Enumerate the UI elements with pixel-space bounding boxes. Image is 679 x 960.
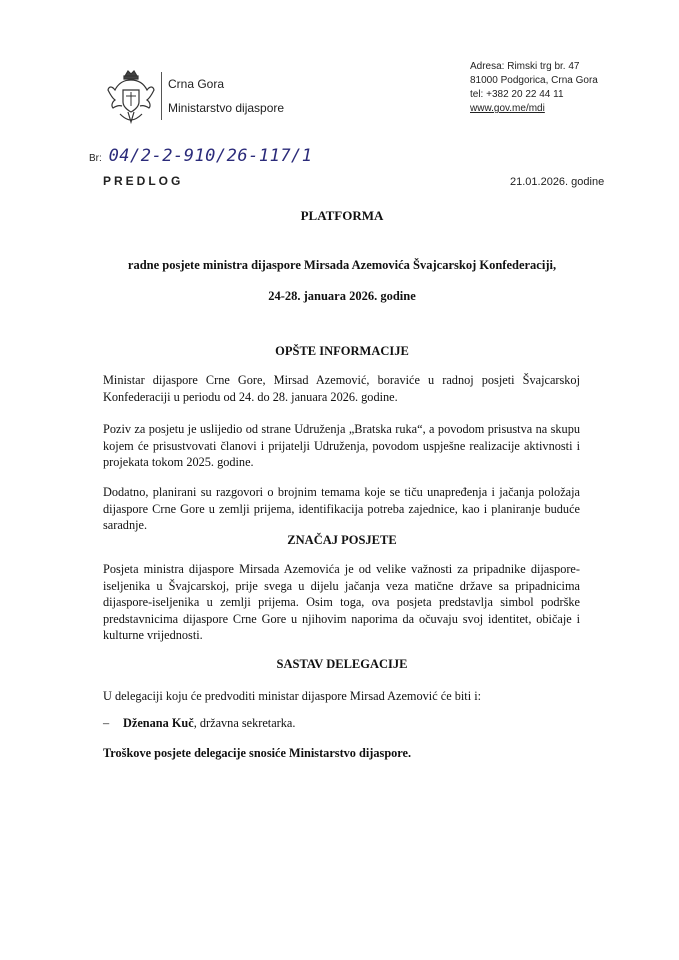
contact-city: 81000 Podgorica, Crna Gora — [470, 75, 598, 86]
document-dates: 24-28. januara 2026. godine — [268, 289, 416, 303]
document-status: PREDLOG — [103, 174, 184, 188]
document-date: 21.01.2026. godine — [510, 176, 605, 188]
delegation-intro: U delegaciji koju će predvoditi ministar dijaspore Mirsad Azemović će biti i: — [103, 689, 482, 703]
section-heading-delegation: SASTAV DELEGACIJE — [276, 657, 408, 671]
country-name: Crna Gora — [168, 77, 225, 91]
section-heading-general: OPŠTE INFORMACIJE — [275, 344, 409, 358]
paragraph: Posjeta ministra dijaspore Mirsada Azemovića je od velike važnosti za pripadnike dijaspore-iseljenika u Švajcarskoj, prije svega u dijelu jačanja veza matične države sa pripadnicima dijaspore-iseljenika u zemlji prijema. Osim toga, ova posjeta predstavlja simbol podrške predstavnicima dijaspore Crne Gore u njihovim naporima da očuvaju svoj identitet, običaje i kulturne vrijednosti. — [103, 562, 580, 642]
contact-block — [470, 60, 598, 116]
contact-website-link[interactable]: www.gov.me/mdi — [470, 103, 545, 114]
section-heading-significance: ZNAČAJ POSJETE — [287, 533, 397, 547]
paragraph: Ministar dijaspore Crne Gore, Mirsad Azemović, boraviće u radnoj posjeti Švajcarskoj Konfederaciji u periodu od 24. do 28. januara 2026. godine. — [103, 373, 580, 404]
registration-label: Br: — [89, 153, 102, 164]
paragraph: Dodatno, planirani su razgovori o brojnim temama koje se tiču unapređenja i jačanja položaja dijaspore Crne Gore u zemlji prijema, identifikacija potreba zajednice, kao i planiranje buduće saradnje. — [103, 485, 580, 532]
coat-of-arms-icon — [106, 68, 156, 126]
costs-statement: Troškove posjete delegacije snosiće Ministarstvo dijaspore. — [103, 746, 412, 760]
contact-phone: tel: +382 20 22 44 11 — [470, 89, 564, 100]
contact-address: Adresa: Rimski trg br. 47 — [470, 61, 580, 72]
member-name: Dženana Kuč — [123, 716, 194, 730]
letterhead-divider — [161, 72, 162, 120]
paragraph: Poziv za posjetu je uslijedio od strane Udruženja „Bratska ruka“, a povodom prisustva na skupu kojem će prisustvovati članovi i prijatelji Udruženja, povodom uspješne realizacije aktivnosti i projekata tokom 2025. godine. — [103, 422, 580, 469]
registration-value: 04/2-2-910/26-117/1 — [108, 146, 313, 166]
document-subtitle: radne posjete ministra dijaspore Mirsada Azemovića Švajcarskoj Konfederaciji, — [127, 258, 557, 272]
document-title: PLATFORMA — [300, 208, 384, 223]
list-dash: – — [103, 716, 110, 730]
ministry-name: Ministarstvo dijaspore — [168, 101, 285, 115]
member-role: , državna sekretarka. — [193, 716, 296, 730]
registration-number — [89, 146, 313, 166]
delegation-member — [103, 716, 295, 731]
